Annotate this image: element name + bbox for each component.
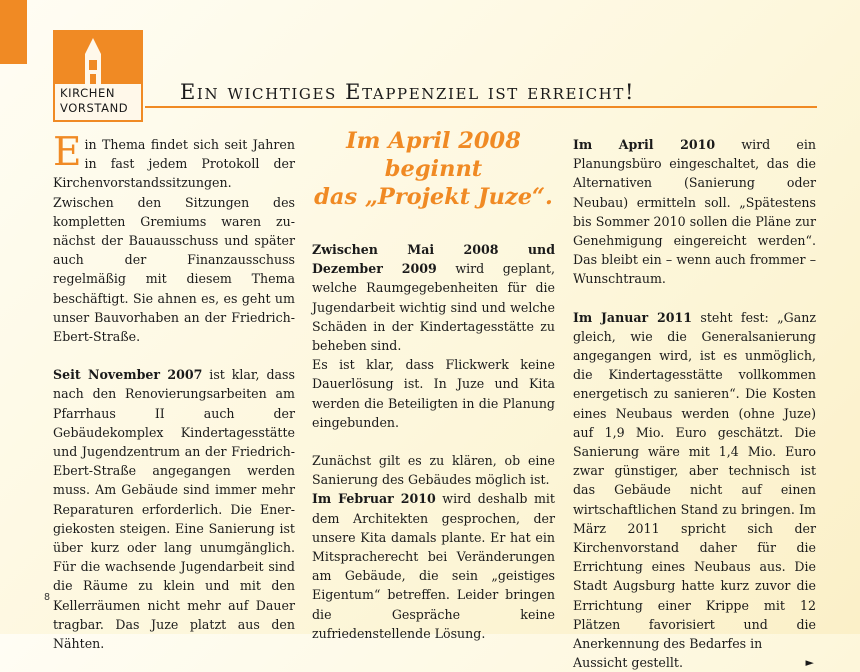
kirchenvorstand-logo [53, 30, 143, 122]
paragraph-text: Aussicht gestellt. [573, 655, 683, 671]
paragraph [573, 308, 816, 654]
paragraph [53, 365, 295, 653]
article-column-2 [312, 240, 555, 643]
paragraph-text: wird deshalb mit dem Architekten gesprochen, der unsere Kita damals plante. Er hat ein Mitspracherecht bei Veränderungen am Gebäude, die sein „geistiges Eigentum“ betreffen. Leider bringen die Gespräche keine zufriedenstellende Lösung. [312, 491, 555, 641]
date-highlight: Seit November 2007 [53, 367, 203, 383]
paragraph [53, 130, 295, 346]
logo-line-1: KIRCHEN [60, 86, 116, 100]
article-column-3 [573, 135, 816, 672]
paragraph-text: in Thema findet sich seit Jahren in fast jedem Protokoll der Kirchenvorstandssitzungen. Zwischen den Sitzungen des kompletten Gremiums waren zunächst der Bauausschuss und später auch der Finanzausschuss regelmäßig mit diesem Thema beschäftigt. Sie ahnen es, es geht um unser Bauvorhaben an der Friedrich-Ebert-Straße. [53, 137, 295, 345]
page-number: 8 [44, 592, 51, 603]
pull-quote: Im April 2008 beginnt das „Projekt Juze“. [314, 128, 553, 210]
paragraph [573, 135, 816, 289]
date-highlight: Im April 2010 [573, 137, 716, 152]
title-divider [145, 106, 817, 108]
paragraph [312, 240, 555, 355]
date-highlight: Im Februar 2010 [312, 491, 436, 507]
date-highlight: Zwischen Mai 2008 und Dezember 2009 [312, 242, 555, 277]
article-column-1 [53, 130, 295, 653]
page-title: Ein wichtiges Etappenziel ist erreicht! [180, 80, 636, 104]
paragraph [312, 451, 555, 489]
paragraph-text: wird geplant, welche Raumgegebenheiten für die Jugendarbeit wichtig sind und welche Schäden in der Kindertagesstätte zu beheben sind. [312, 261, 555, 354]
date-highlight: Im Januar 2011 [573, 309, 693, 325]
paragraph-last-line [573, 653, 816, 672]
orange-corner-tab [0, 0, 27, 64]
continue-arrow-icon: ► [805, 656, 814, 670]
paragraph [312, 489, 555, 643]
logo-line-2: VORSTAND [60, 101, 129, 115]
paragraph-text: Es ist klar, dass Flickwerk keine Dauerlösung ist. In Juze und Kita werden die Beteiligten in die Planung eingebunden. [312, 357, 555, 430]
paragraph [312, 355, 555, 432]
paragraph-text: wird ein Planungsbüro eingeschaltet, das die Alternativen (Sanierung oder Neubau) ermitteln soll. „Spätestens bis Sommer 2010 sollen die Pläne zur Genehmigung eingereicht werden“. Das bleibt ein – wenn auch frommer – Wunschtraum. [573, 137, 816, 287]
paragraph-text: steht fest: „Ganz gleich, wie die Generalsanierung angegangen wird, ist es unmöglich, die Kindertagesstätte vollkommen energetisch zu sanieren“. Die Kosten eines Neubaus werden (ohne Juze) auf 1,9 Mio. Euro geschätzt. Die Sanierung wäre mit 1,4 Mio. Euro zwar günstiger, aber technisch ist das Gebäude nicht auf einen wirtschaftlichen Stand zu bringen. Im März 2011 spricht sich der Kirchenvorstand daher für die Errichtung eines Neubaus aus. Die Stadt Augsburg hatte kurz zuvor die Errichtung einer Krippe mit 12 Plätzen favorisiert und die Anerkennung des Bedarfes in [573, 309, 816, 652]
drop-cap: E [53, 130, 82, 175]
paragraph-text: ist klar, dass nach den Renovierungsarbeiten am Pfarrhaus II auch der Gebäudekomplex Kindertagesstätte und Jugendzentrum an der Friedrich-Ebert-Straße angegangen werden muss. Am Gebäude sind immer mehr Reparaturen erforderlich. Die Energiekosten steigen. Eine Sanierung ist über kurz oder lang unumgänglich. Für die wachsende Jugendarbeit sind die Räume zu klein und mit den Kellerräumen nicht mehr auf Dauer tragbar. Das Juze platzt aus den Nähten. [53, 367, 295, 652]
paragraph-text: Zunächst gilt es zu klären, ob eine Sanierung des Gebäudes möglich ist. [312, 453, 555, 488]
